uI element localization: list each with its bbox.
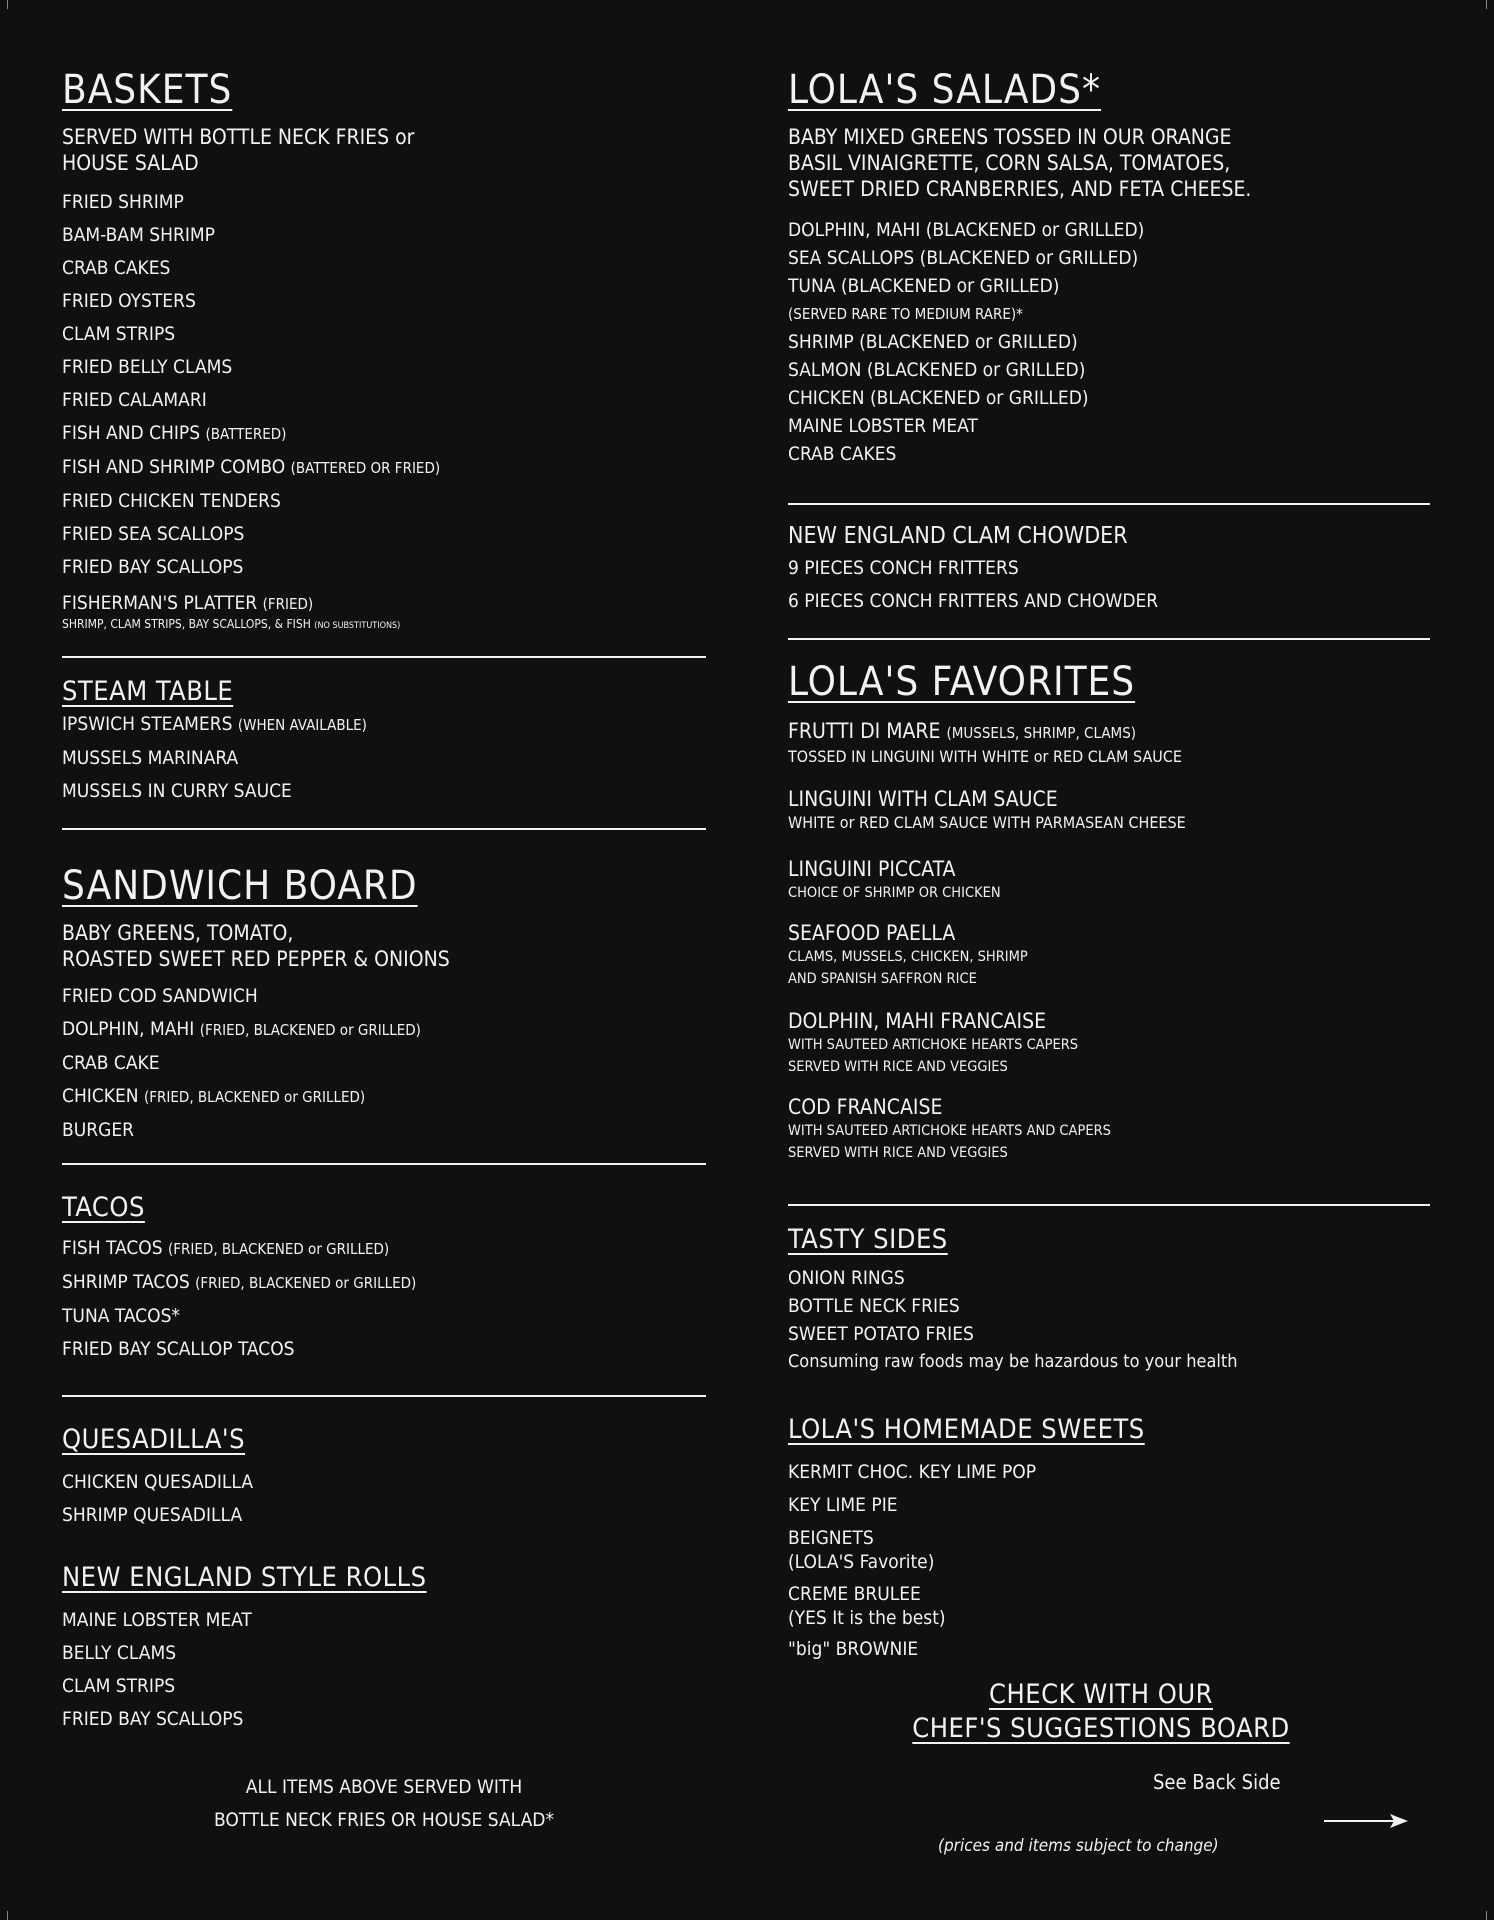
list-item: CLAM STRIPS	[62, 1675, 176, 1697]
rolls-list	[62, 1604, 706, 1736]
salads-section	[788, 68, 1430, 468]
list-item: BURGER	[62, 1119, 135, 1141]
sides-list	[788, 1264, 1430, 1376]
list-item: FRIED BAY SCALLOPS	[62, 556, 244, 578]
list-item: KEY LIME PIE	[788, 1494, 898, 1516]
left-footer-line: ALL ITEMS ABOVE SERVED WITH	[245, 1776, 523, 1798]
favorite-item: DOLPHIN, MAHI FRANCAISE WITH SAUTEED ARTICHOKE HEARTS CAPERS SERVED WITH RICE AND VEGGIES	[788, 1009, 1079, 1075]
divider	[788, 503, 1430, 505]
list-item: MUSSELS IN CURRY SAUCE	[62, 780, 292, 802]
list-item: 6 PIECES CONCH FRITTERS AND CHOWDER	[788, 590, 1159, 612]
chef-suggestions	[780, 1678, 1422, 1746]
divider	[62, 828, 706, 830]
tacos-list	[62, 1232, 706, 1366]
list-item: BELLY CLAMS	[62, 1642, 177, 1664]
crop-mark	[7, 0, 8, 9]
list-item: MAINE LOBSTER MEAT	[62, 1609, 252, 1631]
salads-title: LOLA'S SALADS*	[788, 67, 1101, 113]
list-item: BEIGNETS	[788, 1527, 874, 1549]
divider	[788, 638, 1430, 640]
sandwich-subtitle-line: ROASTED SWEET RED PEPPER & ONIONS	[62, 947, 450, 971]
sides-section	[788, 1224, 1430, 1376]
sandwich-list	[62, 980, 706, 1147]
favorites-section	[788, 660, 1430, 1164]
baskets-list	[62, 186, 706, 633]
list-item: TUNA TACOS*	[62, 1305, 180, 1327]
salads-list	[788, 216, 1430, 468]
list-item: "big" BROWNIE	[788, 1638, 919, 1660]
list-item: FRIED COD SANDWICH	[62, 985, 258, 1007]
health-warning: Consuming raw foods may be hazardous to your health	[788, 1351, 1238, 1372]
left-footer	[62, 1771, 706, 1837]
baskets-title: BASKETS	[62, 67, 233, 113]
baskets-subtitle-line: SERVED WITH BOTTLE NECK FRIES or	[62, 125, 415, 149]
list-item: DOLPHIN, MAHI (BLACKENED or GRILLED)	[788, 219, 1145, 241]
chowder-title: NEW ENGLAND CLAM CHOWDER	[788, 523, 1128, 549]
list-item: FRIED BELLY CLAMS	[62, 356, 233, 378]
crop-mark	[1486, 0, 1487, 9]
rolls-title: NEW ENGLAND STYLE ROLLS	[62, 1562, 427, 1593]
platter-description: SHRIMP, CLAM STRIPS, BAY SCALLOPS, & FISH (NO SUBSTITUTIONS)	[62, 617, 401, 631]
chowder-section	[788, 520, 1430, 618]
quesadillas-list	[62, 1466, 706, 1532]
list-item-note: (YES It is the best)	[788, 1607, 946, 1629]
tacos-section	[62, 1192, 706, 1366]
favorite-item: SEAFOOD PAELLA CLAMS, MUSSELS, CHICKEN, SHRIMP AND SPANISH SAFFRON RICE	[788, 921, 1028, 987]
favorite-item: LINGUINI PICCATA CHOICE OF SHRIMP OR CHICKEN	[788, 857, 1001, 901]
sandwich-subtitle-line: BABY GREENS, TOMATO,	[62, 921, 294, 945]
list-item: FRIED SHRIMP	[62, 191, 184, 213]
quesadillas-title: QUESADILLA'S	[62, 1424, 246, 1455]
list-item: CHICKEN (BLACKENED or GRILLED)	[788, 387, 1089, 409]
baskets-section	[62, 68, 706, 633]
steam-table-title: STEAM TABLE	[62, 676, 234, 707]
list-item: BAM-BAM SHRIMP	[62, 224, 215, 246]
favorite-item: LINGUINI WITH CLAM SAUCE WHITE or RED CLAM SAUCE WITH PARMASEAN CHEESE	[788, 787, 1186, 832]
list-item: KERMIT CHOC. KEY LIME POP	[788, 1461, 1037, 1483]
baskets-subtitle	[62, 124, 706, 176]
list-item: ONION RINGS	[788, 1267, 905, 1289]
list-item: SALMON (BLACKENED or GRILLED)	[788, 359, 1086, 381]
steam-table-section	[62, 676, 706, 808]
list-item: CREME BRULEE	[788, 1583, 921, 1605]
list-item: FRIED CHICKEN TENDERS	[62, 490, 281, 512]
list-item: FRIED OYSTERS	[62, 290, 196, 312]
sides-title: TASTY SIDES	[788, 1224, 948, 1255]
salads-description	[788, 124, 1430, 202]
tacos-title: TACOS	[62, 1192, 145, 1223]
quesadillas-section	[62, 1424, 706, 1532]
list-item: FRIED SEA SCALLOPS	[62, 523, 245, 545]
sandwich-board-section	[62, 864, 706, 1147]
list-item: FRIED BAY SCALLOP TACOS	[62, 1338, 295, 1360]
favorites-title: LOLA'S FAVORITES	[788, 659, 1136, 705]
list-item: CRAB CAKE	[62, 1052, 160, 1074]
platter-item: FISHERMAN'S PLATTER (FRIED)	[62, 592, 314, 614]
list-item: IPSWICH STEAMERS (WHEN AVAILABLE)	[62, 713, 367, 735]
list-item: DOLPHIN, MAHI (FRIED, BLACKENED or GRILLED)	[62, 1018, 421, 1040]
list-item: FISH AND SHRIMP COMBO (BATTERED OR FRIED)	[62, 456, 441, 478]
sweets-list	[788, 1456, 1430, 1664]
list-item: MAINE LOBSTER MEAT	[788, 415, 978, 437]
chef-suggestions-line: CHECK WITH OUR	[989, 1679, 1213, 1710]
list-item: BOTTLE NECK FRIES	[788, 1295, 960, 1317]
favorites-list	[788, 718, 1430, 1164]
list-item-note: (SERVED RARE TO MEDIUM RARE)*	[788, 305, 1023, 323]
list-item: CRAB CAKES	[788, 443, 897, 465]
list-item: MUSSELS MARINARA	[62, 747, 239, 769]
list-item: CHICKEN QUESADILLA	[62, 1471, 254, 1493]
salads-description-line: BABY MIXED GREENS TOSSED IN OUR ORANGE	[788, 125, 1232, 149]
right-arrow-icon	[1324, 1811, 1408, 1831]
list-item: TUNA (BLACKENED or GRILLED)	[788, 275, 1060, 297]
list-item: FISH AND CHIPS (BATTERED)	[62, 422, 287, 444]
list-item: 9 PIECES CONCH FRITTERS	[788, 557, 1019, 579]
list-item: FRIED CALAMARI	[62, 389, 207, 411]
favorite-item: FRUTTI DI MARE (MUSSELS, SHRIMP, CLAMS) TOSSED IN LINGUINI WITH WHITE or RED CLAM SAUCE	[788, 719, 1182, 766]
steam-table-list	[62, 708, 706, 808]
divider	[62, 1395, 706, 1397]
list-item: FRIED BAY SCALLOPS	[62, 1708, 244, 1730]
list-item: CHICKEN (FRIED, BLACKENED or GRILLED)	[62, 1085, 366, 1107]
list-item: CRAB CAKES	[62, 257, 171, 279]
list-item: SHRIMP QUESADILLA	[62, 1504, 243, 1526]
favorite-item: COD FRANCAISE WITH SAUTEED ARTICHOKE HEARTS AND CAPERS SERVED WITH RICE AND VEGGIES	[788, 1095, 1111, 1161]
salads-description-line: BASIL VINAIGRETTE, CORN SALSA, TOMATOES,	[788, 151, 1231, 175]
salads-description-line: SWEET DRIED CRANBERRIES, AND FETA CHEESE.	[788, 177, 1252, 201]
left-footer-line: BOTTLE NECK FRIES OR HOUSE SALAD*	[213, 1809, 555, 1831]
list-item-note: (LOLA'S Favorite)	[788, 1551, 935, 1573]
divider	[788, 1204, 1430, 1206]
see-back-side: See Back Side	[1153, 1770, 1281, 1794]
list-item: SWEET POTATO FRIES	[788, 1323, 974, 1345]
list-item: SEA SCALLOPS (BLACKENED or GRILLED)	[788, 247, 1139, 269]
divider	[62, 1163, 706, 1165]
crop-mark	[1486, 1911, 1487, 1920]
sandwich-board-subtitle	[62, 920, 706, 972]
sweets-section	[788, 1414, 1430, 1664]
list-item: SHRIMP TACOS (FRIED, BLACKENED or GRILLED)	[62, 1271, 417, 1293]
list-item: CLAM STRIPS	[62, 323, 176, 345]
list-item: SHRIMP (BLACKENED or GRILLED)	[788, 331, 1078, 353]
disclaimer: (prices and items subject to change)	[938, 1836, 1219, 1856]
sweets-title: LOLA'S HOMEMADE SWEETS	[788, 1414, 1145, 1445]
sandwich-board-title: SANDWICH BOARD	[62, 863, 418, 909]
rolls-section	[62, 1562, 706, 1736]
baskets-subtitle-line: HOUSE SALAD	[62, 151, 199, 175]
chef-suggestions-line: CHEF'S SUGGESTIONS BOARD	[912, 1713, 1290, 1744]
list-item: FISH TACOS (FRIED, BLACKENED or GRILLED)	[62, 1237, 390, 1259]
divider	[62, 656, 706, 658]
crop-mark	[7, 1911, 8, 1920]
